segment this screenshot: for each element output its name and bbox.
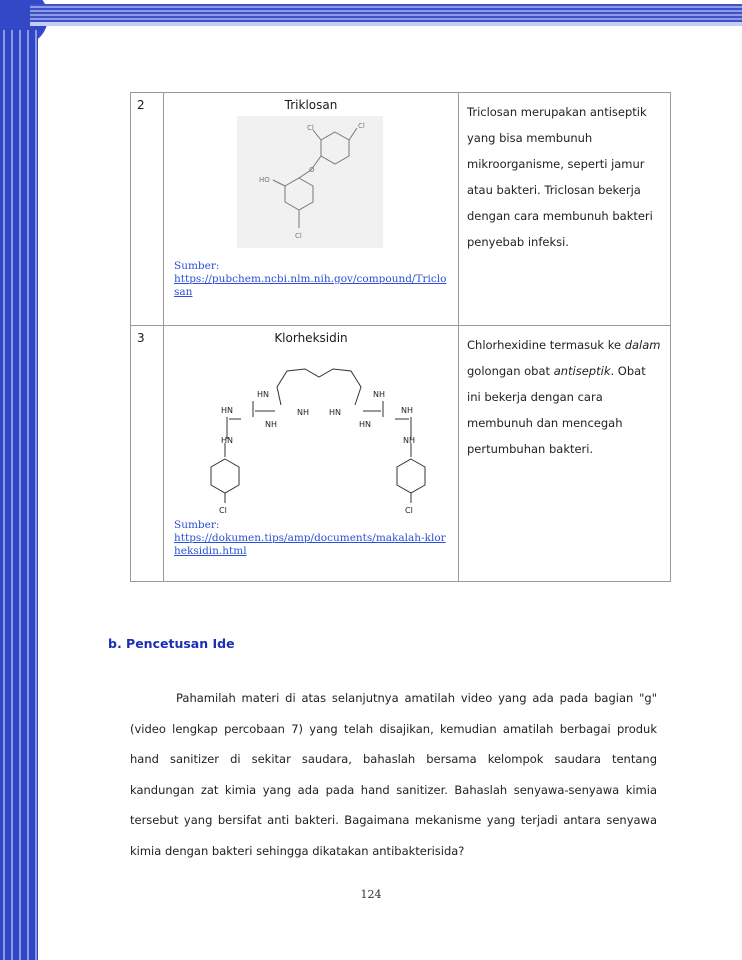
antiseptic-table [130, 92, 671, 582]
svg-text:HN: HN [359, 420, 371, 429]
svg-text:HN: HN [257, 390, 269, 399]
svg-text:NH: NH [401, 406, 413, 415]
description-emphasis: antiseptik [553, 364, 611, 378]
body-paragraph: Pahamilah materi di atas selanjutnya amatilah video yang ada pada bagian "g" (video lengkap percobaan 7) yang telah disajikan, kemudian amatilah berbagai produk hand sanitizer di sekitar saudara, bahaslah bersama kelompok saudara tentang kandungan zat kimia yang ada pada hand sanitizer. Bahaslah senyawa-senyawa kimia tersebut yang bersifat anti bakteri. Bagaimana mekanisme yang terjadi antara senyawa kimia dengan bakteri sehingga dikatakan antibakterisida? [130, 691, 657, 858]
description-emphasis: dalam [624, 338, 661, 352]
row-number: 2 [131, 93, 164, 326]
description-text: Chlorhexidine termasuk ke [467, 338, 625, 352]
section-heading: b. Pencetusan Ide [108, 636, 235, 651]
svg-text:NH: NH [373, 390, 385, 399]
svg-text:HO: HO [259, 176, 270, 184]
source-label: Sumber: [174, 519, 220, 531]
page-number: 124 [360, 888, 382, 901]
svg-text:NH: NH [297, 408, 309, 417]
svg-text:NH: NH [265, 420, 277, 429]
source-link[interactable]: https://pubchem.ncbi.nlm.nih.gov/compound/Triclosan [174, 273, 447, 298]
svg-text:Cl: Cl [307, 124, 314, 132]
left-border-decoration [0, 30, 38, 960]
svg-text:HN: HN [329, 408, 341, 417]
description-cell: Triclosan merupakan antiseptik yang bisa membunuh mikroorganisme, seperti jamur atau bakteri. Triclosan bekerja dengan cara membunuh bakteri penyebab infeksi. [459, 93, 671, 326]
compound-name: Triklosan [284, 98, 338, 112]
svg-text:HN: HN [221, 436, 233, 445]
svg-text:Cl: Cl [358, 122, 365, 130]
compound-name: Klorheksidin [274, 331, 348, 345]
top-border-shadow [30, 22, 742, 26]
source-citation [174, 519, 458, 558]
triclosan-structure-image [237, 116, 383, 248]
structure-cell [164, 93, 459, 326]
svg-text:Cl: Cl [295, 232, 302, 240]
description-text: . Obat ini bekerja dengan cara membunuh dan mencegah pertumbuhan bakteri. [467, 364, 646, 456]
structure-cell [164, 326, 459, 582]
svg-text:O: O [309, 166, 315, 174]
table-row [131, 326, 671, 582]
description-cell [459, 326, 671, 582]
description-text: golongan obat [467, 364, 554, 378]
source-citation [174, 260, 458, 299]
svg-text:Cl: Cl [405, 506, 413, 515]
chlorhexidine-structure-image [181, 347, 441, 517]
top-border-decoration [30, 4, 742, 22]
source-label: Sumber: [174, 260, 220, 272]
source-link[interactable]: https://dokumen.tips/amp/documents/makalah-klorheksidin.html [174, 532, 446, 557]
svg-text:Cl: Cl [219, 506, 227, 515]
svg-text:HN: HN [221, 406, 233, 415]
row-number: 3 [131, 326, 164, 582]
table-row [131, 93, 671, 326]
svg-text:NH: NH [403, 436, 415, 445]
